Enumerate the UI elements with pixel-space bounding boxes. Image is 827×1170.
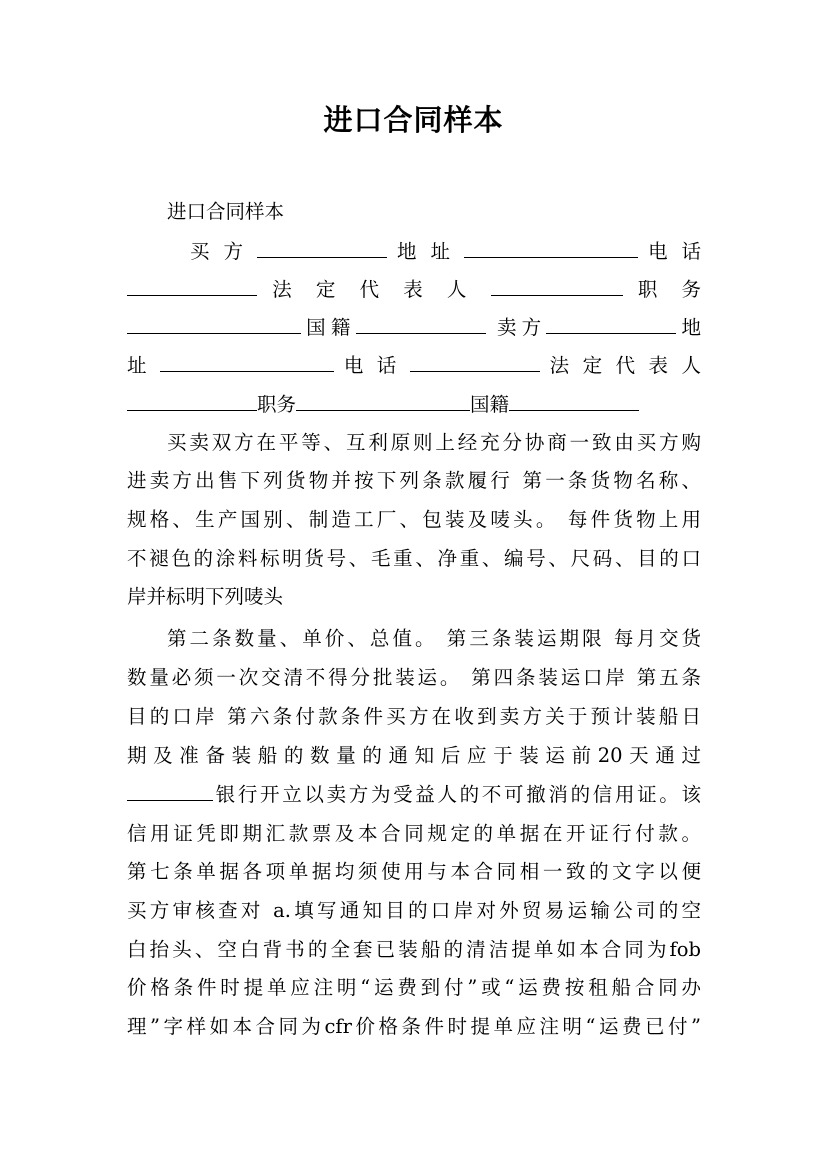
- buyer-nationality-blank: [356, 313, 486, 334]
- buyer-nationality-label: 国籍: [301, 316, 356, 339]
- buyer-position-label: 职 务: [637, 278, 702, 301]
- seller-address-label-part1: 地: [676, 316, 701, 339]
- buyer-position-blank: [127, 313, 301, 334]
- seller-phone-label: 电 话: [343, 354, 400, 377]
- document-title: 进口合同样本: [323, 103, 504, 137]
- p1-line-3: 规格、生产国别、制造工厂、包装及唛头。 每件货物上用: [127, 508, 701, 531]
- seller-position-label: 职务: [257, 393, 297, 416]
- seller-legal-rep-label: 法 定 代 表 人: [549, 354, 702, 377]
- p1-line-4: 不褪色的涂料标明货号、毛重、净重、编号、尺码、目的口: [127, 547, 701, 570]
- bank-name-blank: [127, 780, 213, 801]
- p1-line-5: 岸并标明下列唛头: [127, 585, 284, 608]
- p2-line-11: 理”字样如本合同为cfr价格条件时提单应注明“运费已付”: [127, 1015, 701, 1038]
- p1-line-1: 买卖双方在平等、互利原则上经充分协商一致由买方购: [167, 431, 701, 454]
- party-line-2: [127, 271, 701, 308]
- buyer-address-blank: [464, 237, 638, 258]
- seller-blank: [546, 313, 676, 334]
- seller-position-blank: [296, 390, 470, 411]
- p2-line-7: 第七条单据各项单据均须使用与本合同相一致的文字以便: [127, 860, 701, 883]
- subtitle: 进口合同样本: [167, 200, 285, 223]
- p2-line-9: 白抬头、空白背书的全套已装船的清洁提单如本合同为fob: [127, 938, 701, 961]
- p2-line-10: 价格条件时提单应注明“运费到付”或“运费按租船合同办: [127, 976, 701, 999]
- buyer-blank: [257, 237, 387, 258]
- seller-phone-blank: [410, 351, 540, 372]
- p2-line-5-text: 银行开立以卖方为受益人的不可撤消的信用证。该: [213, 783, 701, 806]
- p2-line-4: 期及准备装船的数量的通知后应于装运前20天通过: [127, 744, 701, 767]
- party-line-5: [127, 386, 701, 423]
- p1-line-2: 进卖方出售下列货物并按下列条款履行 第一条货物名称、: [127, 469, 701, 492]
- seller-nationality-label: 国籍: [470, 393, 510, 416]
- party-line-3: [127, 309, 701, 346]
- buyer-legal-rep-label: 法 定 代 表 人: [272, 278, 476, 301]
- buyer-phone-label: 电 话: [648, 240, 702, 263]
- buyer-address-label: 地 址: [397, 240, 454, 263]
- party-line-1: [190, 233, 701, 270]
- p2-line-6: 信用证凭即期汇款票及本合同规定的单据在开证行付款。: [127, 822, 701, 845]
- seller-nationality-blank: [509, 390, 639, 411]
- buyer-phone-blank: [127, 275, 257, 296]
- p2-line-2: 数量必须一次交清不得分批装运。 第四条装运口岸 第五条: [127, 666, 701, 689]
- seller-legal-rep-blank: [127, 390, 257, 411]
- seller-label: 卖方: [496, 316, 547, 339]
- party-line-4: [127, 347, 701, 384]
- p2-line-5: [127, 776, 701, 813]
- buyer-label: 买 方: [190, 240, 247, 263]
- buyer-legal-rep-blank: [491, 275, 623, 296]
- seller-address-blank: [160, 351, 334, 372]
- p2-line-8: 买方审核查对 a.填写通知目的口岸对外贸易运输公司的空: [127, 899, 701, 922]
- seller-address-label-part2: 址: [127, 354, 151, 377]
- p2-line-3: 目的口岸 第六条付款条件买方在收到卖方关于预计装船日: [127, 705, 701, 728]
- p2-line-1: 第二条数量、单价、总值。 第三条装运期限 每月交货: [167, 627, 701, 650]
